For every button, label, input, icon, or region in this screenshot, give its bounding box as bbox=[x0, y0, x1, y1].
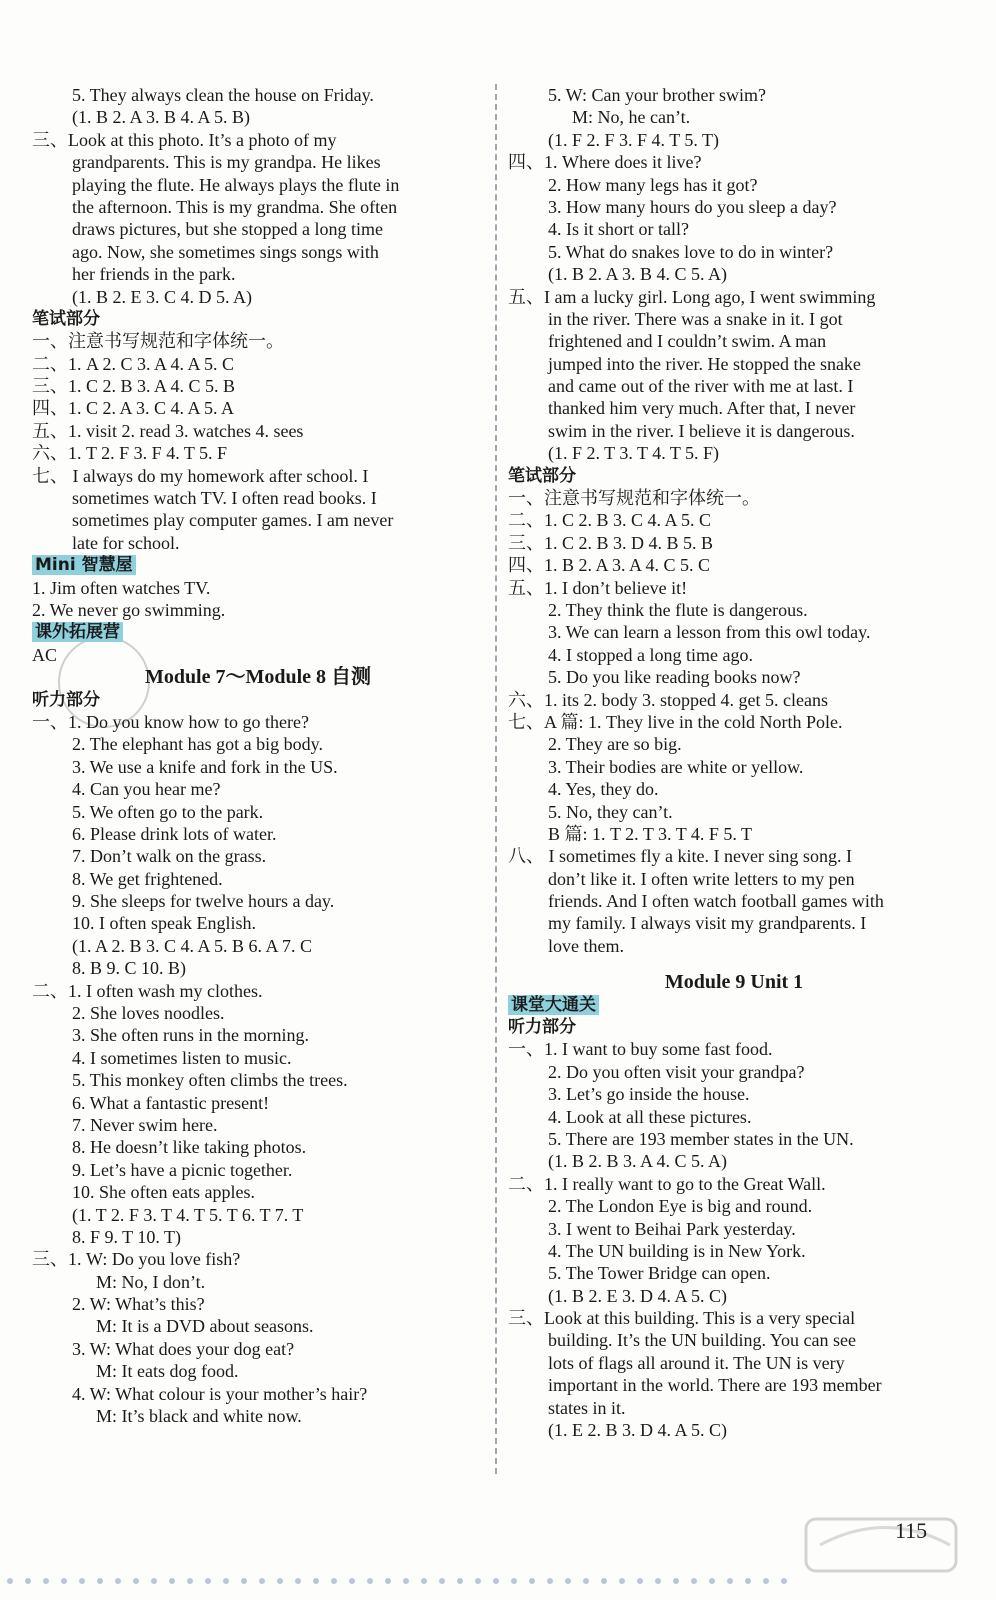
text-line: 10. She often eats apples. bbox=[72, 1182, 255, 1203]
answer-line: 8. B 9. C 10. B) bbox=[72, 958, 187, 979]
text-line: 5. What do snakes love to do in winter? bbox=[548, 241, 834, 262]
footer-dot bbox=[313, 1578, 319, 1584]
text-line: 7. Don’t walk on the grass. bbox=[72, 846, 267, 867]
text-line: 9. She sleeps for twelve hours a day. bbox=[72, 891, 335, 912]
footer-dot bbox=[187, 1578, 193, 1584]
text-line: states in it. bbox=[548, 1397, 626, 1418]
footer-dot bbox=[151, 1578, 157, 1584]
text-line: and came out of the river with me at last. I bbox=[548, 376, 854, 397]
text-line: 八、 I sometimes fly a kite. I never sing song. I bbox=[508, 846, 852, 867]
text-line: 4. Yes, they do. bbox=[548, 779, 659, 800]
text-line: 二、1. I really want to go to the Great Wall. bbox=[508, 1173, 826, 1194]
text-line: 七、A 篇: 1. They live in the cold North Pole. bbox=[508, 711, 843, 732]
footer-dot bbox=[565, 1578, 571, 1584]
highlight-label: 课外拓展营 bbox=[32, 622, 123, 642]
footer-dot bbox=[781, 1578, 787, 1584]
text-line: 4. Is it short or tall? bbox=[548, 219, 689, 240]
answer-line: (1. E 2. B 3. D 4. A 5. C) bbox=[548, 1420, 728, 1441]
text-line: 3. Let’s go inside the house. bbox=[548, 1084, 750, 1105]
footer-dot bbox=[223, 1578, 229, 1584]
text-line: 2. They think the flute is dangerous. bbox=[548, 599, 808, 620]
text-line: 4. W: What colour is your mother’s hair? bbox=[72, 1383, 368, 1404]
answer-line: (1. T 2. F 3. T 4. T 5. T 6. T 7. T bbox=[72, 1204, 304, 1225]
text-line: 二、1. I often wash my clothes. bbox=[32, 980, 263, 1001]
footer-dot bbox=[295, 1578, 301, 1584]
text-line: 6. What a fantastic present! bbox=[72, 1092, 270, 1113]
text-line: 3. Their bodies are white or yellow. bbox=[548, 756, 804, 777]
text-line: 五、1. I don’t believe it! bbox=[508, 577, 688, 598]
text-line: 3. W: What does your dog eat? bbox=[72, 1338, 295, 1359]
answer-line: 六、1. T 2. F 3. F 4. T 5. F bbox=[32, 443, 228, 464]
text-line: 3. I went to Beihai Park yesterday. bbox=[548, 1218, 796, 1239]
text-line: 6. Please drink lots of water. bbox=[72, 823, 277, 844]
footer-dot bbox=[241, 1578, 247, 1584]
left-column bbox=[32, 84, 484, 1427]
footer-dot bbox=[673, 1578, 679, 1584]
footer-dot bbox=[745, 1578, 751, 1584]
text-line: M: It eats dog food. bbox=[96, 1361, 239, 1382]
module-title: Module 9 Unit 1 bbox=[664, 971, 804, 994]
answer-line: (1. B 2. A 3. B 4. C 5. A) bbox=[548, 264, 728, 285]
answer-line: 三、1. C 2. B 3. A 4. C 5. B bbox=[32, 376, 236, 397]
text-line: 3. We can learn a lesson from this owl today. bbox=[548, 622, 871, 643]
text-line: 1. Jim often watches TV. bbox=[32, 577, 211, 598]
text-line: lots of flags all around it. The UN is very bbox=[548, 1352, 845, 1373]
footer-dot bbox=[403, 1578, 409, 1584]
footer-dot bbox=[25, 1578, 31, 1584]
text-line: my family. I always visit my grandparents. I bbox=[548, 913, 867, 934]
text-line: 5. The Tower Bridge can open. bbox=[548, 1263, 771, 1284]
footer-dot bbox=[709, 1578, 715, 1584]
text-line: 5. They always clean the house on Friday. bbox=[72, 85, 374, 105]
dotted-footer-line bbox=[0, 1575, 996, 1587]
text-line: 一、注意书写规范和字体统一。 bbox=[32, 331, 284, 352]
text-line: the afternoon. This is my grandma. She often bbox=[72, 196, 398, 217]
answer-line: (1. A 2. B 3. C 4. A 5. B 6. A 7. C bbox=[72, 935, 313, 956]
text-line: 4. Can you hear me? bbox=[72, 779, 221, 800]
footer-dot bbox=[583, 1578, 589, 1584]
footer-dot bbox=[349, 1578, 355, 1584]
section-heading: 听力部分 bbox=[32, 689, 100, 710]
footer-dot bbox=[511, 1578, 517, 1584]
spacer bbox=[508, 957, 960, 971]
text-line: 4. The UN building is in New York. bbox=[548, 1240, 806, 1261]
text-line: 4. I sometimes listen to music. bbox=[72, 1047, 292, 1068]
footer-dot bbox=[277, 1578, 283, 1584]
text-line: 三、Look at this building. This is a very special bbox=[508, 1308, 856, 1329]
text-line: 7. Never swim here. bbox=[72, 1114, 218, 1135]
text-line: 5. No, they can’t. bbox=[548, 801, 673, 822]
text-line: sometimes play computer games. I am never bbox=[72, 510, 394, 531]
footer-dot bbox=[331, 1578, 337, 1584]
text-line: 2. How many legs has it got? bbox=[548, 174, 758, 195]
text-line: 5. We often go to the park. bbox=[72, 801, 264, 822]
text-line: 四、1. Where does it live? bbox=[508, 152, 702, 173]
text-line: M: It is a DVD about seasons. bbox=[96, 1316, 314, 1337]
footer-dot bbox=[655, 1578, 661, 1584]
text-line: 5. W: Can your brother swim? bbox=[548, 85, 766, 105]
answer-line: 二、1. C 2. B 3. C 4. A 5. C bbox=[508, 510, 712, 531]
footer-dot bbox=[367, 1578, 373, 1584]
text-line: jumped into the river. He stopped the snake bbox=[548, 353, 861, 374]
footer-dot bbox=[691, 1578, 697, 1584]
footer-dot bbox=[385, 1578, 391, 1584]
text-line: don’t like it. I often write letters to my pen bbox=[548, 868, 855, 889]
section-heading: 笔试部分 bbox=[32, 308, 100, 329]
footer-dot bbox=[763, 1578, 769, 1584]
text-line: 5. Do you like reading books now? bbox=[548, 667, 801, 688]
footer-dot bbox=[115, 1578, 121, 1584]
footer-dot bbox=[43, 1578, 49, 1584]
answer-line: 三、1. C 2. B 3. D 4. B 5. B bbox=[508, 532, 714, 553]
footer-dot bbox=[421, 1578, 427, 1584]
text-line: 5. There are 193 member states in the UN. bbox=[548, 1128, 854, 1149]
text-line: 4. I stopped a long time ago. bbox=[548, 644, 753, 665]
answer-line: 8. F 9. T 10. T) bbox=[72, 1226, 182, 1247]
text-line: 一、注意书写规范和字体统一。 bbox=[508, 488, 760, 509]
text-line: 3. We use a knife and fork in the US. bbox=[72, 756, 338, 777]
answer-line: (1. B 2. B 3. A 4. C 5. A) bbox=[548, 1151, 728, 1172]
column-divider bbox=[495, 84, 497, 1474]
text-line: building. It’s the UN building. You can see bbox=[548, 1330, 856, 1351]
text-line: love them. bbox=[548, 935, 624, 956]
footer-dot bbox=[7, 1578, 13, 1584]
footer-dot bbox=[439, 1578, 445, 1584]
text-line: her friends in the park. bbox=[72, 264, 236, 285]
highlight-label: Mini 智慧屋 bbox=[32, 555, 136, 575]
text-line: 2. The London Eye is big and round. bbox=[548, 1196, 813, 1217]
text-line: 4. Look at all these pictures. bbox=[548, 1106, 752, 1127]
text-line: 2. She loves noodles. bbox=[72, 1003, 225, 1024]
text-line: 五、I am a lucky girl. Long ago, I went swimming bbox=[508, 286, 876, 307]
module-title: Module 7～Module 8 自测 bbox=[144, 666, 372, 689]
highlight-label: 课堂大通关 bbox=[508, 995, 599, 1015]
text-line: 一、1. I want to buy some fast food. bbox=[508, 1039, 773, 1060]
answer-line: 四、1. C 2. A 3. C 4. A 5. A bbox=[32, 398, 235, 419]
answer-line: (1. F 2. T 3. T 4. T 5. F) bbox=[548, 443, 720, 464]
text-line: 3. How many hours do you sleep a day? bbox=[548, 196, 837, 217]
section-heading-mini bbox=[32, 554, 484, 576]
text-line: ago. Now, she sometimes sings songs with bbox=[72, 241, 379, 262]
footer-dot bbox=[97, 1578, 103, 1584]
text-line: 三、1. W: Do you love fish? bbox=[32, 1249, 241, 1270]
answer-line: (1. B 2. E 3. D 4. A 5. C) bbox=[548, 1285, 728, 1306]
text-line: 10. I often speak English. bbox=[72, 913, 256, 934]
footer-dot bbox=[259, 1578, 265, 1584]
text-line: 8. He doesn’t like taking photos. bbox=[72, 1137, 307, 1158]
answer-line: 五、1. visit 2. read 3. watches 4. sees bbox=[32, 420, 304, 441]
text-line: draws pictures, but she stopped a long time bbox=[72, 219, 383, 240]
section-heading: 听力部分 bbox=[508, 1017, 576, 1038]
footer-dot bbox=[457, 1578, 463, 1584]
answer-line: (1. F 2. F 3. F 4. T 5. T) bbox=[548, 129, 720, 150]
text-line: swim in the river. I believe it is dangerous. bbox=[548, 420, 855, 441]
right-column bbox=[508, 84, 960, 1441]
text-line: 2. Do you often visit your grandpa? bbox=[548, 1061, 805, 1082]
text-line: playing the flute. He always plays the flute in bbox=[72, 174, 400, 195]
footer-dot bbox=[61, 1578, 67, 1584]
answer-line: (1. B 2. E 3. C 4. D 5. A) bbox=[72, 286, 252, 307]
text-line: 一、1. Do you know how to go there? bbox=[32, 711, 309, 732]
footer-dot bbox=[79, 1578, 85, 1584]
section-heading-class bbox=[508, 994, 960, 1016]
text-line: 2. We never go swimming. bbox=[32, 599, 226, 620]
text-line: sometimes watch TV. I often read books. I bbox=[72, 488, 377, 509]
text-line: friends. And I often watch football games with bbox=[548, 891, 884, 912]
text-line: important in the world. There are 193 member bbox=[548, 1375, 882, 1396]
answer-line: 六、1. its 2. body 3. stopped 4. get 5. cleans bbox=[508, 689, 828, 710]
footer-dot bbox=[205, 1578, 211, 1584]
footer-dot bbox=[619, 1578, 625, 1584]
text-line: M: It’s black and white now. bbox=[96, 1406, 302, 1427]
watermark-logo-icon bbox=[800, 1505, 970, 1585]
footer-dot bbox=[169, 1578, 175, 1584]
text-line: 2. They are so big. bbox=[548, 734, 682, 755]
footer-dot bbox=[637, 1578, 643, 1584]
text-line: M: No, he can’t. bbox=[572, 107, 691, 128]
text-line: 七、 I always do my homework after school. I bbox=[32, 465, 369, 486]
text-line: M: No, I don’t. bbox=[96, 1271, 206, 1292]
text-line: 9. Let’s have a picnic together. bbox=[72, 1159, 293, 1180]
text-line: frightened and I couldn’t swim. A man bbox=[548, 331, 827, 352]
footer-dot bbox=[727, 1578, 733, 1584]
footer-dot bbox=[601, 1578, 607, 1584]
text-line: grandparents. This is my grandpa. He likes bbox=[72, 152, 381, 173]
text-line: 三、Look at this photo. It’s a photo of my bbox=[32, 129, 337, 150]
page-number: 115 bbox=[895, 1518, 928, 1543]
section-heading-extension bbox=[32, 621, 484, 643]
footer-dot bbox=[493, 1578, 499, 1584]
text-line: 2. W: What’s this? bbox=[72, 1294, 205, 1315]
text-line: late for school. bbox=[72, 532, 180, 553]
footer-dot bbox=[133, 1578, 139, 1584]
answer-line: AC bbox=[32, 644, 58, 665]
answer-line: (1. B 2. A 3. B 4. A 5. B) bbox=[72, 107, 251, 128]
footer-dot bbox=[475, 1578, 481, 1584]
text-line: thanked him very much. After that, I never bbox=[548, 398, 856, 419]
answer-line: 二、1. A 2. C 3. A 4. A 5. C bbox=[32, 353, 235, 374]
footer-dot bbox=[529, 1578, 535, 1584]
answer-line: B 篇: 1. T 2. T 3. T 4. F 5. T bbox=[548, 823, 753, 844]
text-line: 8. We get frightened. bbox=[72, 868, 223, 889]
text-line: 2. The elephant has got a big body. bbox=[72, 734, 323, 755]
answer-line: 四、1. B 2. A 3. A 4. C 5. C bbox=[508, 555, 711, 576]
section-heading: 笔试部分 bbox=[508, 465, 576, 486]
footer-dot bbox=[547, 1578, 553, 1584]
text-line: in the river. There was a snake in it. I got bbox=[548, 308, 843, 329]
text-line: 3. She often runs in the morning. bbox=[72, 1025, 309, 1046]
text-line: 5. This monkey often climbs the trees. bbox=[72, 1070, 348, 1091]
